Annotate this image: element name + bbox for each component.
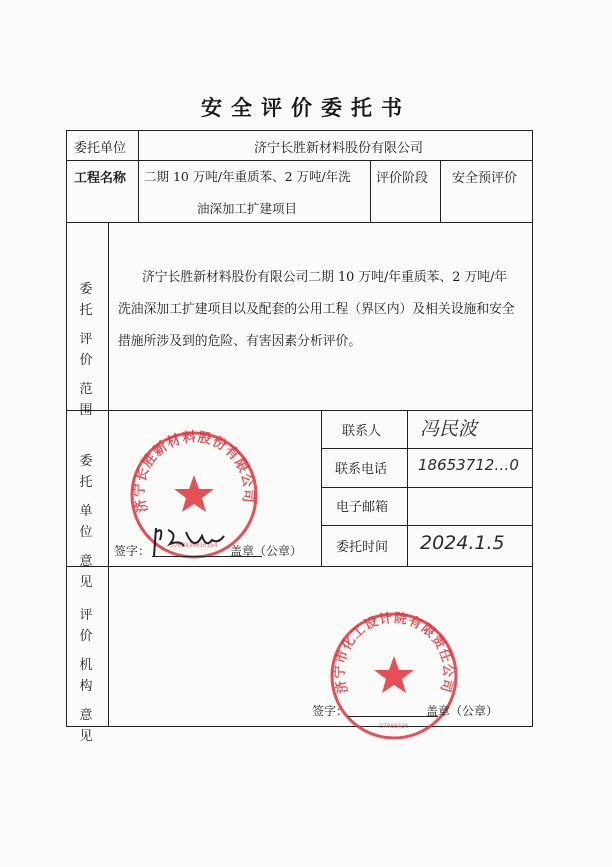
project-name-value-line1: 二期 10 万吨/年重质苯、2 万吨/年洗	[144, 169, 351, 184]
svg-text:济宁市化工设计院有限责任公司: 济宁市化工设计院有限责任公司	[332, 611, 456, 696]
agency-opinion-label: 评 价 机 构 意 见	[79, 608, 93, 744]
evaluation-stage-label: 评价阶段	[376, 171, 429, 186]
client-opinion-label: 委 托 单 位 意 见	[79, 454, 93, 590]
client-unit-label: 委托单位	[74, 141, 127, 156]
date-value: 2024.1.5	[420, 532, 505, 554]
svg-text:3708830010164: 3708830010164	[170, 542, 218, 549]
email-label: 电子邮箱	[336, 500, 389, 515]
svg-text:37088430: 37088430	[379, 723, 409, 730]
date-label: 委托时间	[336, 540, 389, 555]
client-signature	[150, 522, 230, 562]
scope-text-line3: 措施所涉及到的危险、有害因素分析评价。	[118, 334, 362, 349]
scope-text-line1: 济宁长胜新材料股份有限公司二期 10 万吨/年重质苯、2 万吨/年	[142, 270, 508, 285]
evaluation-stage-value: 安全预评价	[452, 171, 518, 186]
client-sign-label: 签字：	[114, 544, 151, 558]
agency-sign-label: 签字：	[312, 704, 349, 718]
contact-value: 冯民波	[420, 418, 478, 440]
scope-label: 委 托 评 价 范 围	[79, 282, 93, 418]
project-name-label: 工程名称	[74, 171, 127, 186]
agency-seal	[326, 608, 462, 744]
agency-seal-label: 盖章（公章）	[426, 704, 499, 718]
document-title: 安全评价委托书	[201, 96, 411, 120]
client-seal-label: 盖章（公章）	[230, 544, 303, 558]
svg-text:济宁长胜新材料股份有限公司: 济宁长胜新材料股份有限公司	[131, 429, 257, 515]
client-unit-value: 济宁长胜新材料股份有限公司	[254, 141, 424, 156]
contact-label: 联系人	[342, 424, 382, 439]
agency-sign-line	[348, 716, 438, 717]
scope-text-line2: 洗油深加工扩建项目以及配套的公用工程（界区内）及相关设施和安全	[118, 302, 515, 317]
phone-value: 18653712…0	[418, 456, 519, 474]
phone-label: 联系电话	[335, 462, 388, 477]
project-name-value-line2: 油深加工扩建项目	[197, 201, 298, 216]
